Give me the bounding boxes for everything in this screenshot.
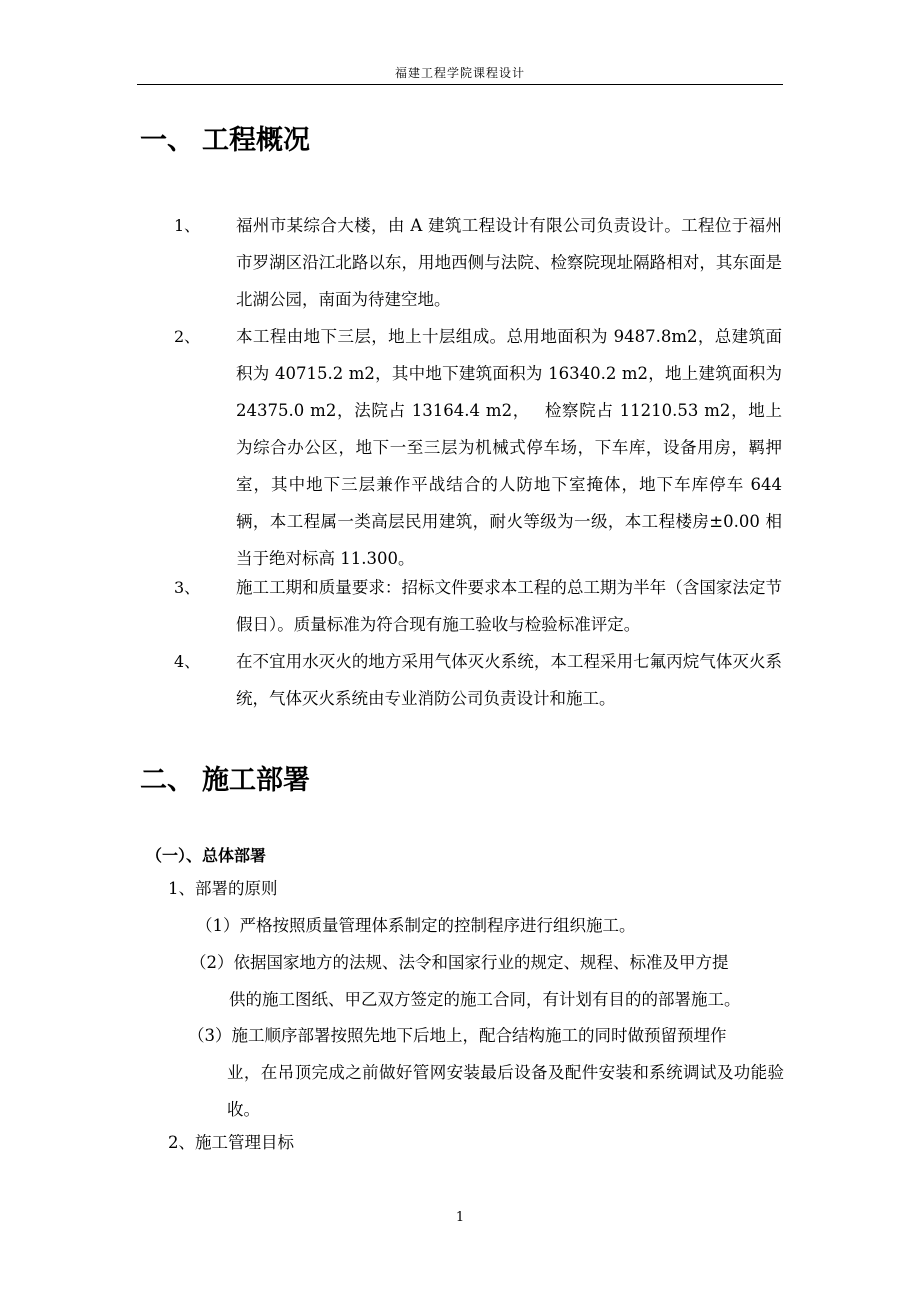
section-2-title: 施工部署 — [202, 765, 310, 796]
page-header: 福建工程学院课程设计 — [394, 66, 525, 80]
item-text: 福州市某综合大楼，由 A 建筑工程设计有限公司负责设计。工程位于福州市罗湖区沿江北路以东，用地西侧与法院、检察院现址隔路相对，其东面是北湖公园，南面为待建空地。 — [236, 216, 782, 309]
section-1-heading — [140, 118, 310, 157]
header-rule — [137, 84, 783, 85]
section-2-heading — [140, 758, 310, 797]
item-number: 3、 — [174, 578, 201, 597]
page-number: 1 — [455, 1210, 465, 1225]
item-text: 本工程由地下三层，地上十层组成。总用地面积为 9487.8m2，总建筑面积为 40715.2 m2，其中地下建筑面积为 16340.2 m2，地上建筑面积为 24375.0 m2，法院占 13164.4 m2， 检察院占 11210.53 m2，地上为综合办公区，地下一至三层为机械式停车场，下车库，设备用房，羁押室，其中地下三层兼作平战结合的人防地下室掩体，地下车库停车 644 辆，本工程属一类高层民用建筑，耐火等级为一级，本工程楼房±0.00 相当于绝对标高 11.300。 — [236, 327, 782, 568]
principle-1: （1）严格按照质量管理体系制定的控制程序进行组织施工。 — [196, 916, 636, 935]
item-number: 2、 — [174, 327, 201, 346]
item-number: 1、 — [174, 216, 201, 235]
section-2-number: 二、 — [140, 765, 194, 796]
item-text: 施工工期和质量要求：招标文件要求本工程的总工期为半年（含国家法定节假日）。质量标准为符合现有施工验收与检验标准评定。 — [236, 578, 782, 634]
item-number: 4、 — [174, 652, 201, 671]
subsection-heading: （一）、总体部署 — [146, 846, 267, 865]
principle-3 — [188, 1017, 784, 1128]
item-text: 在不宜用水灭火的地方采用气体灭火系统，本工程采用七氟丙烷气体灭火系统，气体灭火系统由专业消防公司负责设计和施工。 — [236, 652, 782, 708]
section-1-title: 工程概况 — [202, 125, 310, 156]
principle-2-continuation: 供的施工图纸、甲乙双方签定的施工合同，有计划有目的的部署施工。 — [229, 990, 741, 1009]
point-heading: 2、施工管理目标 — [168, 1133, 294, 1152]
principle-3-first-line: （3）施工顺序部署按照先地下后地上，配合结构施工的同时做预留预埋作 — [188, 1026, 727, 1045]
principle-2 — [190, 944, 784, 1018]
point-heading: 1、部署的原则 — [168, 879, 278, 898]
principle-3-continuation: 业，在吊顶完成之前做好管网安装最后设备及配件安装和系统调试及功能验收。 — [227, 1063, 784, 1119]
section-1-number: 一、 — [140, 125, 194, 156]
principle-2-first-line: （2）依据国家地方的法规、法令和国家行业的规定、规程、标准及甲方提 — [190, 953, 729, 972]
